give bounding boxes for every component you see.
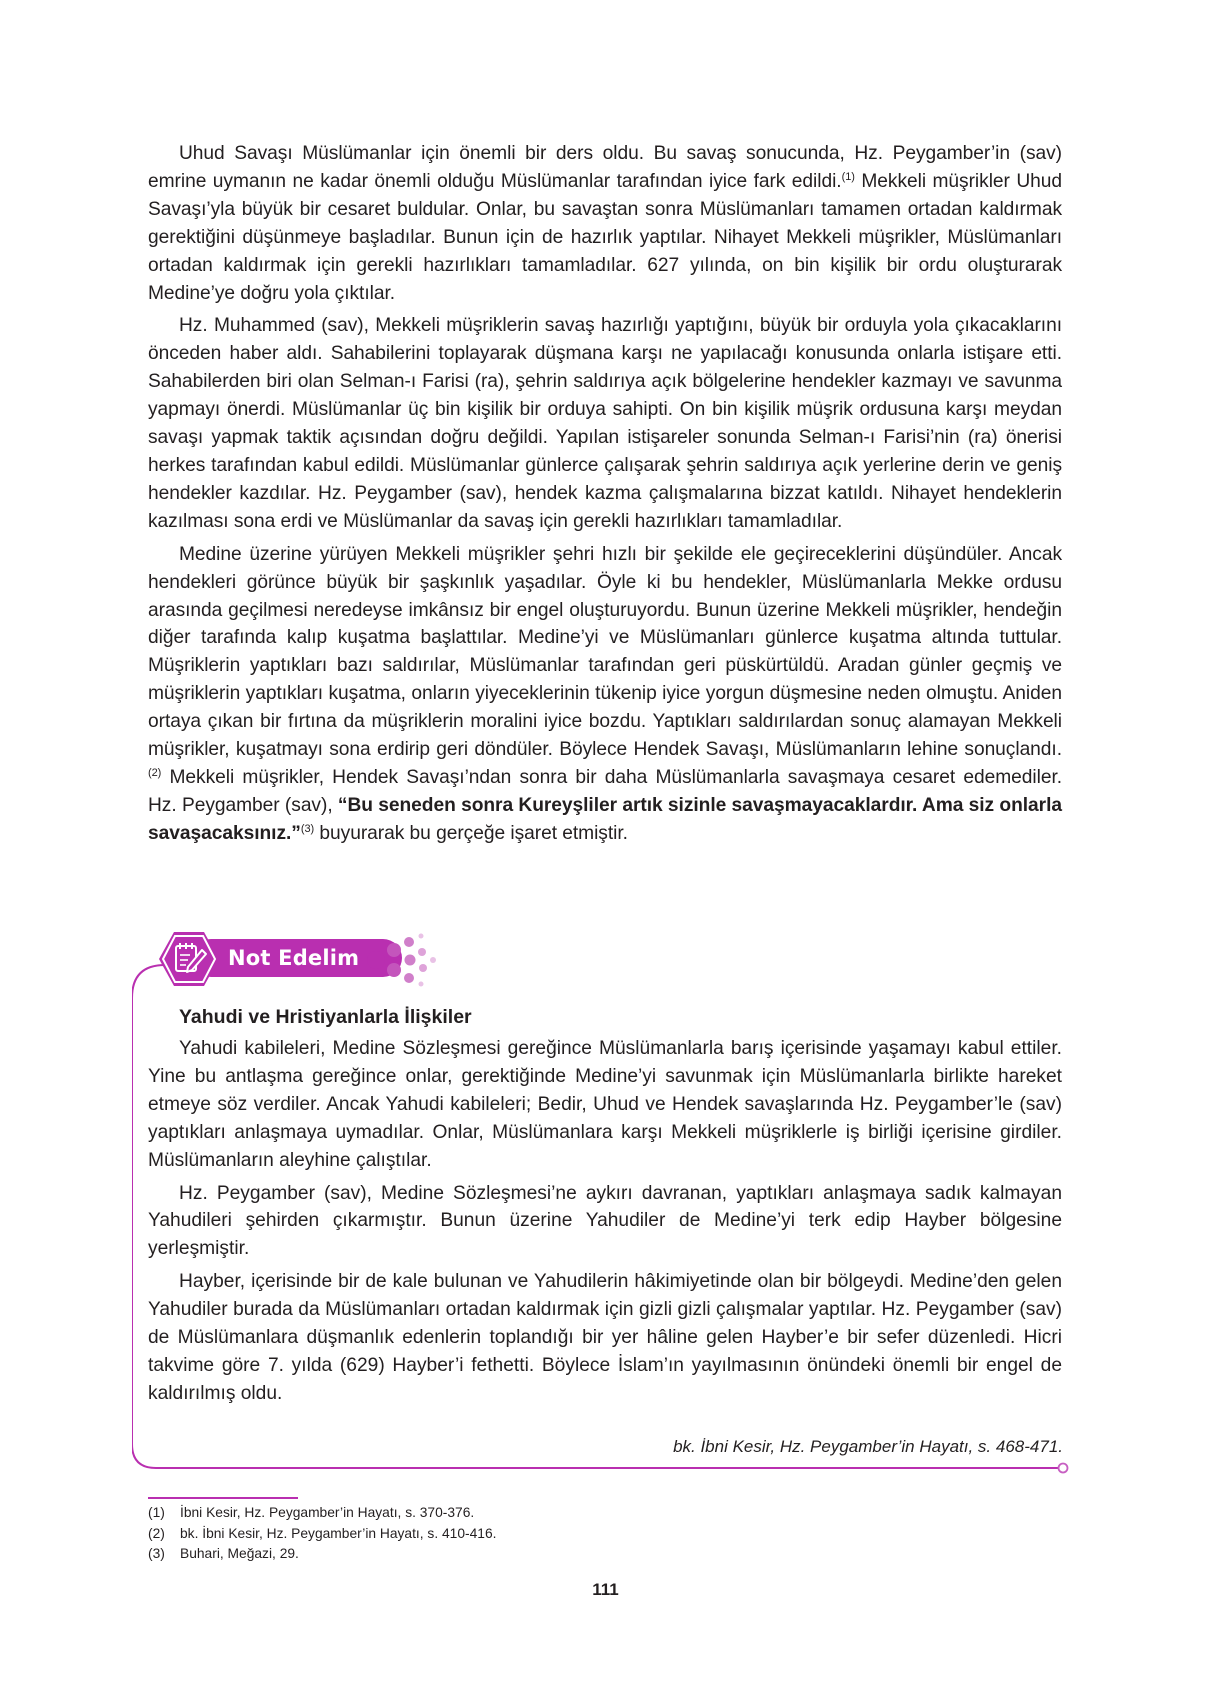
paragraph: Hz. Muhammed (sav), Mekkeli müşriklerin savaş hazırlığı yaptığını, büyük bir orduyla yola çıkacaklarını önceden haber aldı. Sahabilerini toplayarak düşmana karşı ne yapılacağı konusunda onlarla istişare etti. Sahabilerden biri olan Selman-ı Farisi (ra), şehrin saldırıya açık bölgelerine hendekler kazmayı ve savunma yapmayı önerdi. Müslümanlar üç bin kişilik bir orduya sahipti. On bin kişilik müşrik ordusuna karşı meydan savaşı yapmak taktik açısından doğru değildi. Yapılan istişareler sonunda Selman-ı Farisi’nin (ra) önerisi herkes tarafından kabul edildi. Müslümanlar günlerce çalışarak şehrin saldırıya açık yerlerine derin ve geniş hendekler kazdılar. Hz. Peygamber (sav), hendek kazma çalışmalarına bizzat katıldı. Nihayet hendeklerin kazılması sona erdi ve Müslümanlar da savaş için gerekli hazırlıkları tamamladılar. <box>148 315 1062 532</box>
notepad-pencil-icon <box>158 930 220 988</box>
note-paragraph: Hz. Peygamber (sav), Medine Sözleşmesi’ne aykırı davranan, yaptıkları anlaşmaya sadık kalmayan Yahudileri şehirden çıkarmıştır. Bunun üzerine Yahudiler de Medine’yi terk edip Hayber bölgesine yerleşmiştir. <box>148 1182 1062 1260</box>
footnote-ref: (2) <box>148 766 162 779</box>
footnote: (2) bk. İbni Kesir, Hz. Peygamber’in Hayatı, s. 410-416. <box>148 1525 497 1541</box>
prophet-quote: “Bu seneden sonra Kureyşliler artık sizinle savaşmayacaklardır. Ama siz onlarla savaşacaksınız.” <box>148 794 1062 844</box>
not-edelim-badge <box>158 930 442 988</box>
footnote-ref: (3) <box>300 822 315 835</box>
footnote: (3) Buhari, Meğazi, 29. <box>148 1546 299 1561</box>
decorative-dots <box>364 932 444 988</box>
note-content <box>148 1003 1062 1413</box>
footnote-divider <box>148 1497 298 1499</box>
page-number: 111 <box>592 1580 619 1599</box>
footnote: (1) İbni Kesir, Hz. Peygamber’in Hayatı, s. 370-376. <box>148 1505 475 1520</box>
badge-label: Not Edelim <box>228 946 360 970</box>
main-text <box>148 140 1062 853</box>
note-heading: Yahudi ve Hristiyanlarla İlişkiler <box>179 1006 472 1028</box>
paragraph: Medine üzerine yürüyen Mekkeli müşrikler şehri hızlı bir şekilde ele geçireceklerini düşündüler. Ancak hendekleri görünce büyük bir şaşkınlık yaşadılar. Öyle ki bu hendekler, Müslümanlarla Mekke ordusu arasında geçilmesi neredeyse imkânsız bir engel oluşturuyordu. Bunun üzerine Mekkeli müşrikler, hendeğin diğer tarafında kalıp kuşatma başlattılar. Medine’yi ve Müslümanları günlerce kuşatma altında tuttular. Müşriklerin yaptıkları bazı saldırılar, Müslümanlar tarafından geri püskürtüldü. Aradan günler geçmiş ve müşriklerin yaptıkları kuşatma, onların yiyeceklerinin tükenip iyice yorgun düşmesine neden olmuştu. Aniden ortaya çıkan bir fırtına da müşriklerin moralini iyice bozdu. Yaptıkları saldırılardan sonuç alamayan Mekkeli müşrikler, kuşatmayı sona erdirip geri döndüler. Böylece Hendek Savaşı, Müslümanların lehine sonuçlandı.$^{(2)}$ Mekkeli müşrikler, Hendek Savaşı’ndan sonra bir daha Müslümanlarla savaşmaya cesaret edemediler. Hz. Peygamber (sav), “Bu seneden sonra Kureyşliler artık sizinle savaşmayacaklardır. Ama siz onlarla savaşacaksınız.”$^{(3)}$ buyurarak bu gerçeğe işaret etmiştir. <box>148 543 1062 844</box>
paragraph: Uhud Savaşı Müslümanlar için önemli bir ders oldu. Bu savaş sonucunda, Hz. Peygamber’in (sav) emrine uymanın ne kadar önemli olduğu Müslümanlar tarafından iyice fark edildi.$^{(1)}$ Mekkeli müşrikler Uhud Savaşı’yla büyük bir cesaret buldular. Onlar, bu savaştan sonra Müslümanları tamamen ortadan kaldırmak gerektiğini düşünmeye başladılar. Bunun için de hazırlık yaptılar. Nihayet Mekkeli müşrikler, Müslümanları ortadan kaldırmak için gerekli hazırlıkları tamamladılar. 627 yılında, on bin kişilik bir ordu oluşturarak Medine’ye doğru yola çıktılar. <box>148 143 1062 304</box>
footnotes <box>148 1503 848 1565</box>
note-paragraph: Yahudi kabileleri, Medine Sözleşmesi gereğince Müslümanlarla barış içerisinde yaşamayı kabul ettiler. Yine bu antlaşma gereğince onlar, gerektiğinde Medine’yi savunmak için Müslümanlarla birlikte hareket etmeye söz verdiler. Ancak Yahudi kabileleri; Bedir, Uhud ve Hendek savaşlarında Hz. Peygamber’le (sav) yaptıkları anlaşmaya uymadılar. Onlar, Müslümanlara karşı Mekkeli müşriklerle iş birliği içerisine girdiler. Müslümanların aleyhine çalıştılar. <box>148 1038 1062 1171</box>
note-paragraph: Hayber, içerisinde bir de kale bulunan ve Yahudilerin hâkimiyetinde olan bir bölgeydi. Medine’den gelen Yahudiler burada da Müslümanları ortadan kaldırmak için gizli gizli çalışmalar yaptılar. Hz. Peygamber (sav) de Müslümanlara düşmanlık edenlerin toplandığı bir yer hâline gelen Hayber’e bir sefer düzenledi. Hicri takvime göre 7. yılda (629) Hayber’i fethetti. Böylece İslam’ın yayılmasının önündeki önemli bir engel de kaldırılmış oldu. <box>148 1271 1062 1404</box>
footnote-ref: (1) <box>841 170 855 183</box>
source-citation: bk. İbni Kesir, Hz. Peygamber’in Hayatı, s. 468-471. <box>673 1437 1063 1456</box>
